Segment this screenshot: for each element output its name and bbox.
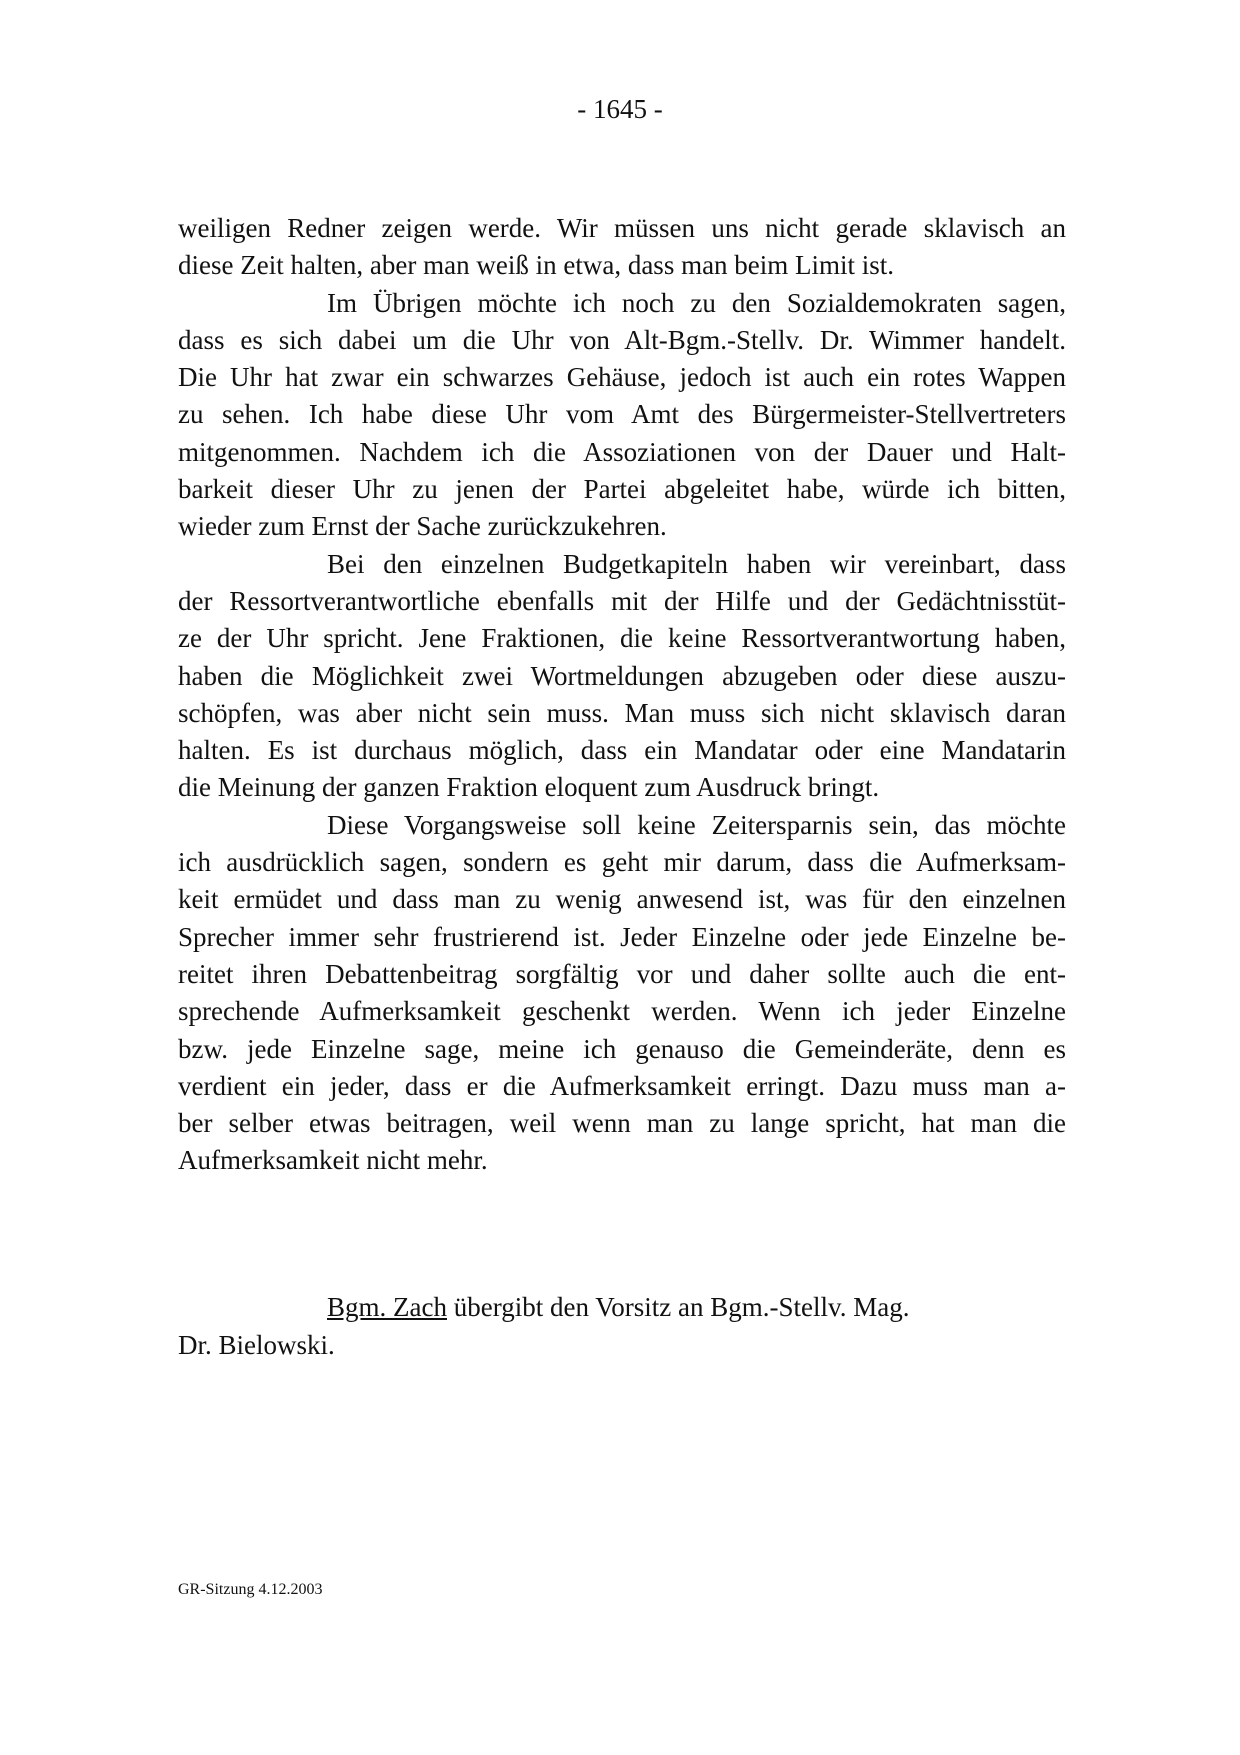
text-line: die Meinung der ganzen Fraktion eloquent zum Ausdruck bringt.: [178, 772, 880, 803]
handover-text: übergibt den Vorsitz an Bgm.-Stellv. Mag.: [446, 1292, 910, 1322]
handover-line-1: [178, 1288, 1066, 1326]
text-line: wieder zum Ernst der Sache zurückzukehren.: [178, 511, 667, 542]
text-line: Die Uhr hat zwar ein schwarzes Gehäuse, jedoch ist auch ein rotes Wappen: [178, 362, 1066, 393]
text-line: Aufmerksamkeit nicht mehr.: [178, 1145, 488, 1176]
page-number: - 1645 -: [577, 94, 663, 124]
speaker-name: Bgm. Zach: [327, 1292, 447, 1322]
text-line: ich ausdrücklich sagen, sondern es geht mir darum, dass die Aufmerksam-: [178, 847, 1066, 878]
text-line: dass es sich dabei um die Uhr von Alt-Bgm.-Stellv. Dr. Wimmer handelt.: [178, 324, 1066, 355]
paragraph-4: [178, 807, 1066, 1180]
text-line: Diese Vorgangsweise soll keine Zeitersparnis sein, das möchte: [327, 809, 1066, 840]
text-line: halten. Es ist durchaus möglich, dass ein Mandatar oder eine Mandatarin: [178, 735, 1066, 766]
text-line: der Ressortverantwortliche ebenfalls mit der Hilfe und der Gedächtnisstüt-: [178, 585, 1066, 616]
text-line: weiligen Redner zeigen werde. Wir müssen uns nicht gerade sklavisch an: [178, 213, 1066, 243]
chair-handover-note: [178, 1288, 1066, 1364]
text-line: Sprecher immer sehr frustrierend ist. Jeder Einzelne oder jede Einzelne be-: [178, 921, 1066, 952]
paragraph-3: [178, 546, 1066, 807]
text-line: schöpfen, was aber nicht sein muss. Man muss sich nicht sklavisch daran: [178, 697, 1066, 728]
text-line: haben die Möglichkeit zwei Wortmeldungen abzugeben oder diese auszu-: [178, 660, 1066, 691]
text-line: ze der Uhr spricht. Jene Fraktionen, die keine Ressortverantwortung haben,: [178, 623, 1066, 654]
body-text: [178, 210, 1066, 1180]
handover-line-2: Dr. Bielowski.: [178, 1330, 335, 1360]
text-line: keit ermüdet und dass man zu wenig anwesend ist, was für den einzelnen: [178, 884, 1066, 915]
text-line: verdient ein jeder, dass er die Aufmerksamkeit erringt. Dazu muss man a-: [178, 1070, 1066, 1101]
paragraph-2: [178, 285, 1066, 546]
text-line: zu sehen. Ich habe diese Uhr vom Amt des Bürgermeister-Stellvertreters: [178, 399, 1066, 430]
text-line: sprechende Aufmerksamkeit geschenkt werden. Wenn ich jeder Einzelne: [178, 996, 1066, 1027]
text-line: barkeit dieser Uhr zu jenen der Partei abgeleitet habe, würde ich bitten,: [178, 474, 1066, 505]
text-line: mitgenommen. Nachdem ich die Assoziationen von der Dauer und Halt-: [178, 436, 1066, 467]
text-line: bzw. jede Einzelne sage, meine ich genauso die Gemeinderäte, denn es: [178, 1033, 1066, 1064]
text-line: diese Zeit halten, aber man weiß in etwa, dass man beim Limit ist.: [178, 250, 895, 281]
text-line: Bei den einzelnen Budgetkapiteln haben wir vereinbart, dass: [327, 548, 1066, 579]
text-line: ber selber etwas beitragen, weil wenn man zu lange spricht, hat man die: [178, 1108, 1066, 1139]
text-line: reitet ihren Debattenbeitrag sorgfältig vor und daher sollte auch die ent-: [178, 958, 1066, 989]
footer-session-date: GR-Sitzung 4.12.2003: [178, 1581, 323, 1598]
paragraph-1: [178, 210, 1066, 285]
text-line: Im Übrigen möchte ich noch zu den Sozialdemokraten sagen,: [327, 287, 1066, 318]
